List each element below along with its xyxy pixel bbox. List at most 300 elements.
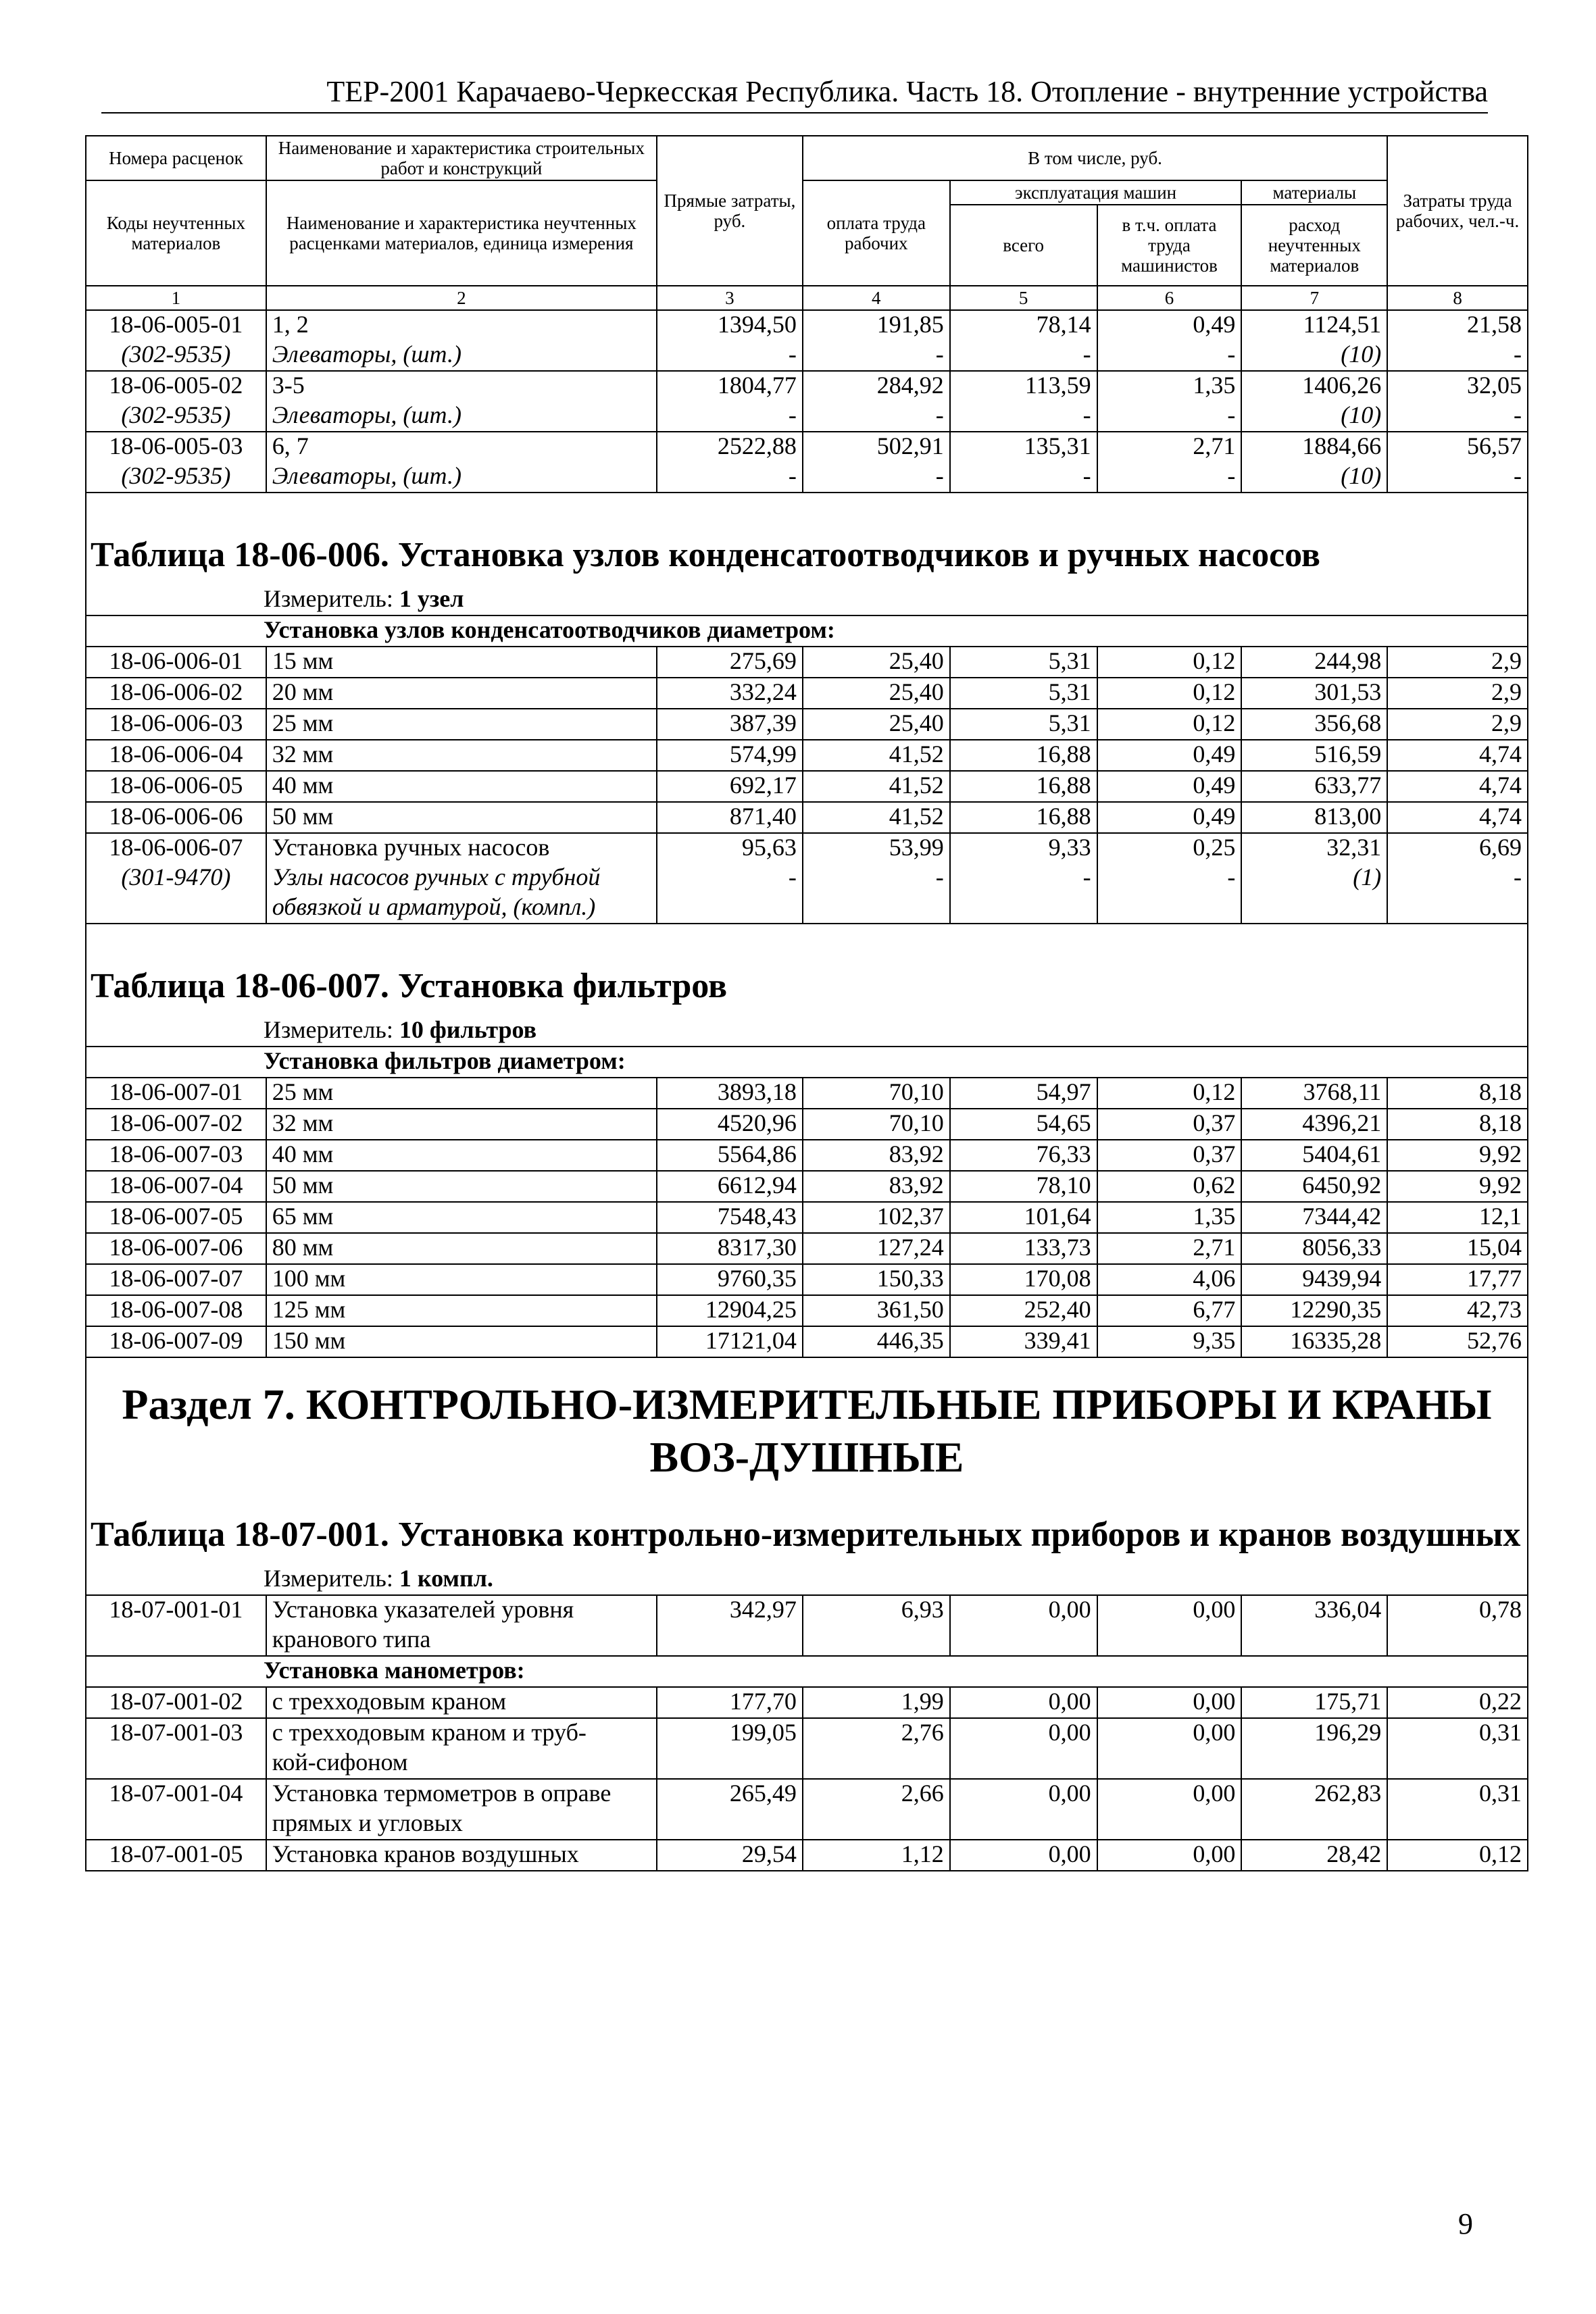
col-header-worker-pay: оплата труда рабочих <box>803 180 950 286</box>
rate-row <box>86 1233 1528 1264</box>
empty-cell <box>1387 893 1528 924</box>
machines-total-cell: 5,31 <box>950 678 1097 709</box>
operator-pay-cell: 0,49 <box>1097 771 1242 802</box>
labor-cell: - <box>1387 462 1528 493</box>
operator-pay-cell: 4,06 <box>1097 1264 1242 1295</box>
empty-cell <box>86 1626 266 1656</box>
rate-code: 18-06-005-01 <box>86 310 266 341</box>
rate-name: с трехходовым краном и труб- <box>266 1718 657 1749</box>
labor-cell: 12,1 <box>1387 1202 1528 1233</box>
direct-costs-cell: 5564,86 <box>657 1140 803 1171</box>
table-title-row <box>86 962 1528 1016</box>
direct-costs-cell: - <box>657 462 803 493</box>
rate-row <box>86 432 1528 462</box>
operator-pay-cell: 0,00 <box>1097 1687 1242 1718</box>
materials-cell: 1406,26 <box>1241 371 1387 401</box>
rate-name: 80 мм <box>266 1233 657 1264</box>
labor-cell: 0,78 <box>1387 1595 1528 1626</box>
empty-cell <box>1097 1809 1242 1840</box>
empty-cell <box>86 1749 266 1779</box>
materials-cell: 301,53 <box>1241 678 1387 709</box>
worker-pay-cell: 1,99 <box>803 1687 950 1718</box>
operator-pay-cell: 0,12 <box>1097 1078 1242 1109</box>
rate-name: Установка термометров в оправе <box>266 1779 657 1809</box>
empty-cell <box>950 1626 1097 1656</box>
rate-row <box>86 833 1528 863</box>
rate-row <box>86 771 1528 802</box>
worker-pay-cell: 53,99 <box>803 833 950 863</box>
rate-code: 18-07-001-02 <box>86 1687 266 1718</box>
table-head <box>86 136 1528 310</box>
direct-costs-cell: 871,40 <box>657 802 803 833</box>
rate-name: Установка ручных насосов <box>266 833 657 863</box>
rate-name: Установка кранов воздушных <box>266 1840 657 1871</box>
worker-pay-cell: 150,33 <box>803 1264 950 1295</box>
materials-cell: (1) <box>1241 863 1387 893</box>
table-title: Таблица 18-06-007. Установка фильтров <box>91 967 728 1005</box>
table-title-row <box>86 1511 1528 1565</box>
labor-cell: - <box>1387 401 1528 432</box>
materials-cell: 12290,35 <box>1241 1295 1387 1326</box>
labor-cell: 17,77 <box>1387 1264 1528 1295</box>
meter-cell <box>86 585 1528 615</box>
machines-total-cell: 0,00 <box>950 1687 1097 1718</box>
empty-cell <box>950 1809 1097 1840</box>
meter-row <box>86 585 1528 615</box>
worker-pay-cell: 25,40 <box>803 678 950 709</box>
col-number: 1 <box>86 286 266 310</box>
empty-cell <box>1387 1809 1528 1840</box>
rate-code: 18-06-007-02 <box>86 1109 266 1140</box>
worker-pay-cell: - <box>803 863 950 893</box>
page-number: 9 <box>1458 2207 1473 2240</box>
rate-code: 18-06-006-01 <box>86 647 266 678</box>
material-name: Элеваторы, (шт.) <box>266 401 657 432</box>
direct-costs-cell: 2522,88 <box>657 432 803 462</box>
rate-row <box>86 1595 1528 1626</box>
rate-name: кой-сифоном <box>266 1749 657 1779</box>
material-row <box>86 401 1528 432</box>
direct-costs-cell: 387,39 <box>657 709 803 740</box>
col-header-rate-number: Номера расценок <box>86 136 266 180</box>
worker-pay-cell: 83,92 <box>803 1171 950 1202</box>
meter-value: 1 узел <box>399 585 464 612</box>
rate-name: 1, 2 <box>266 310 657 341</box>
labor-cell: 4,74 <box>1387 802 1528 833</box>
empty-cell <box>803 1626 950 1656</box>
rate-code: 18-06-007-05 <box>86 1202 266 1233</box>
empty-cell <box>950 1749 1097 1779</box>
material-name: Элеваторы, (шт.) <box>266 341 657 371</box>
labor-cell: 9,92 <box>1387 1171 1528 1202</box>
rate-code: 18-06-007-07 <box>86 1264 266 1295</box>
rate-row <box>86 740 1528 771</box>
operator-pay-cell: 0,37 <box>1097 1109 1242 1140</box>
worker-pay-cell: 446,35 <box>803 1326 950 1357</box>
operator-pay-cell: - <box>1097 863 1242 893</box>
section-title: Раздел 7. КОНТРОЛЬНО-ИЗМЕРИТЕЛЬНЫЕ ПРИБОРЫ И КРАНЫ ВОЗ-ДУШНЫЕ <box>122 1380 1492 1481</box>
direct-costs-cell: 9760,35 <box>657 1264 803 1295</box>
rate-row-continuation <box>86 1809 1528 1840</box>
materials-cell: 516,59 <box>1241 740 1387 771</box>
materials-cell: 5404,61 <box>1241 1140 1387 1171</box>
rate-code: 18-06-006-06 <box>86 802 266 833</box>
operator-pay-cell: - <box>1097 341 1242 371</box>
labor-cell: 2,9 <box>1387 647 1528 678</box>
empty-cell <box>1387 1749 1528 1779</box>
machines-total-cell: 5,31 <box>950 647 1097 678</box>
subheader: Установка фильтров диаметром: <box>86 1047 1528 1078</box>
labor-cell: 2,9 <box>1387 709 1528 740</box>
operator-pay-cell: 1,35 <box>1097 371 1242 401</box>
meter-row <box>86 1565 1528 1595</box>
spacer <box>86 924 1528 962</box>
rate-code: 18-06-007-01 <box>86 1078 266 1109</box>
operator-pay-cell: 0,62 <box>1097 1171 1242 1202</box>
rate-row <box>86 1078 1528 1109</box>
rate-row <box>86 371 1528 401</box>
spacer-row <box>86 924 1528 962</box>
operator-pay-cell: 0,00 <box>1097 1840 1242 1871</box>
col-number: 6 <box>1097 286 1242 310</box>
machines-total-cell: - <box>950 401 1097 432</box>
meter-value: 1 компл. <box>399 1565 493 1592</box>
subheader-row <box>86 1656 1528 1687</box>
materials-cell: 244,98 <box>1241 647 1387 678</box>
rate-code: 18-06-006-02 <box>86 678 266 709</box>
rate-name: кранового типа <box>266 1626 657 1656</box>
empty-cell <box>86 893 266 924</box>
empty-cell <box>1097 1749 1242 1779</box>
machines-total-cell: 252,40 <box>950 1295 1097 1326</box>
col-number: 2 <box>266 286 657 310</box>
rate-name: 32 мм <box>266 1109 657 1140</box>
labor-cell: 4,74 <box>1387 771 1528 802</box>
rate-name: 125 мм <box>266 1295 657 1326</box>
empty-cell <box>1241 1749 1387 1779</box>
materials-cell: 356,68 <box>1241 709 1387 740</box>
machines-total-cell: 133,73 <box>950 1233 1097 1264</box>
rate-row <box>86 709 1528 740</box>
direct-costs-cell: 12904,25 <box>657 1295 803 1326</box>
subheader-row <box>86 615 1528 647</box>
labor-cell: 42,73 <box>1387 1295 1528 1326</box>
rate-row <box>86 1779 1528 1809</box>
operator-pay-cell: 0,00 <box>1097 1779 1242 1809</box>
labor-cell: 56,57 <box>1387 432 1528 462</box>
labor-cell: - <box>1387 863 1528 893</box>
materials-cell: 7344,42 <box>1241 1202 1387 1233</box>
worker-pay-cell: 502,91 <box>803 432 950 462</box>
rate-name: 25 мм <box>266 1078 657 1109</box>
meter-row <box>86 1016 1528 1047</box>
materials-cell: 262,83 <box>1241 1779 1387 1809</box>
worker-pay-cell: 83,92 <box>803 1140 950 1171</box>
machines-total-cell: 54,65 <box>950 1109 1097 1140</box>
worker-pay-cell: - <box>803 462 950 493</box>
empty-cell <box>1387 1626 1528 1656</box>
empty-cell <box>657 1626 803 1656</box>
machines-total-cell: 16,88 <box>950 771 1097 802</box>
col-header-including: В том числе, руб. <box>803 136 1387 180</box>
rate-row <box>86 1171 1528 1202</box>
rate-code: 18-06-006-03 <box>86 709 266 740</box>
direct-costs-cell: 177,70 <box>657 1687 803 1718</box>
col-header-direct-costs: Прямые затраты, руб. <box>657 136 803 286</box>
col-number: 7 <box>1241 286 1387 310</box>
labor-cell: 0,31 <box>1387 1779 1528 1809</box>
worker-pay-cell: 127,24 <box>803 1233 950 1264</box>
operator-pay-cell: 9,35 <box>1097 1326 1242 1357</box>
rate-name: Установка указателей уровня <box>266 1595 657 1626</box>
materials-cell: 8056,33 <box>1241 1233 1387 1264</box>
col-number: 3 <box>657 286 803 310</box>
labor-cell: 8,18 <box>1387 1078 1528 1109</box>
labor-cell: 8,18 <box>1387 1109 1528 1140</box>
worker-pay-cell: - <box>803 341 950 371</box>
col-number: 4 <box>803 286 950 310</box>
section-title-row <box>86 1357 1528 1511</box>
rate-code: 18-07-001-05 <box>86 1840 266 1871</box>
materials-cell: 175,71 <box>1241 1687 1387 1718</box>
rate-row-continuation <box>86 1626 1528 1656</box>
rate-code: 18-07-001-01 <box>86 1595 266 1626</box>
rate-name: 6, 7 <box>266 432 657 462</box>
materials-cell: (10) <box>1241 341 1387 371</box>
worker-pay-cell: 2,76 <box>803 1718 950 1749</box>
rate-name: 100 мм <box>266 1264 657 1295</box>
operator-pay-cell: 0,49 <box>1097 310 1242 341</box>
rate-row <box>86 802 1528 833</box>
materials-cell: 32,31 <box>1241 833 1387 863</box>
rate-code: 18-06-007-09 <box>86 1326 266 1357</box>
materials-cell: 813,00 <box>1241 802 1387 833</box>
material-name: Элеваторы, (шт.) <box>266 462 657 493</box>
meter-label: Измеритель: <box>264 1016 393 1043</box>
spacer <box>86 493 1528 531</box>
machines-total-cell: 0,00 <box>950 1718 1097 1749</box>
operator-pay-cell: 6,77 <box>1097 1295 1242 1326</box>
labor-cell: 0,31 <box>1387 1718 1528 1749</box>
operator-pay-cell: 2,71 <box>1097 1233 1242 1264</box>
meter-cell <box>86 1016 1528 1047</box>
direct-costs-cell: 7548,43 <box>657 1202 803 1233</box>
direct-costs-cell: 8317,30 <box>657 1233 803 1264</box>
operator-pay-cell: 0,00 <box>1097 1718 1242 1749</box>
rate-row-continuation <box>86 1749 1528 1779</box>
rate-code: 18-06-005-03 <box>86 432 266 462</box>
rate-row <box>86 1264 1528 1295</box>
materials-cell: 1124,51 <box>1241 310 1387 341</box>
operator-pay-cell: 0,12 <box>1097 678 1242 709</box>
col-header-operator-pay: в т.ч. оплата труда машинистов <box>1097 205 1242 286</box>
worker-pay-cell: 70,10 <box>803 1078 950 1109</box>
labor-cell: 9,92 <box>1387 1140 1528 1171</box>
rate-row <box>86 1202 1528 1233</box>
empty-cell <box>657 893 803 924</box>
labor-cell: 15,04 <box>1387 1233 1528 1264</box>
empty-cell <box>803 1749 950 1779</box>
subheader: Установка манометров: <box>86 1656 1528 1687</box>
direct-costs-cell: 265,49 <box>657 1779 803 1809</box>
materials-cell: 3768,11 <box>1241 1078 1387 1109</box>
rate-code: 18-06-007-04 <box>86 1171 266 1202</box>
rate-code: 18-06-007-06 <box>86 1233 266 1264</box>
empty-cell <box>657 1809 803 1840</box>
operator-pay-cell: 0,49 <box>1097 740 1242 771</box>
empty-cell <box>86 1809 266 1840</box>
materials-cell: 4396,21 <box>1241 1109 1387 1140</box>
table-body <box>86 310 1528 1871</box>
operator-pay-cell: 1,35 <box>1097 1202 1242 1233</box>
direct-costs-cell: 95,63 <box>657 833 803 863</box>
material-row <box>86 863 1528 893</box>
table-title: Таблица 18-07-001. Установка контрольно-измерительных приборов и кранов воздушных <box>91 1515 1521 1554</box>
subheader: Установка узлов конденсатоотводчиков диаметром: <box>86 615 1528 647</box>
labor-cell: 6,69 <box>1387 833 1528 863</box>
empty-cell <box>950 893 1097 924</box>
worker-pay-cell: 1,12 <box>803 1840 950 1871</box>
empty-cell <box>803 893 950 924</box>
rate-name: 50 мм <box>266 1171 657 1202</box>
rate-name: 40 мм <box>266 771 657 802</box>
rate-name: 15 мм <box>266 647 657 678</box>
worker-pay-cell: 25,40 <box>803 709 950 740</box>
empty-cell <box>1097 1626 1242 1656</box>
rate-row <box>86 647 1528 678</box>
rate-code: 18-06-007-03 <box>86 1140 266 1171</box>
empty-cell <box>1241 1809 1387 1840</box>
machines-total-cell: 170,08 <box>950 1264 1097 1295</box>
labor-cell: 21,58 <box>1387 310 1528 341</box>
empty-cell <box>657 1749 803 1779</box>
machines-total-cell: - <box>950 341 1097 371</box>
operator-pay-cell: - <box>1097 462 1242 493</box>
rate-code: 18-06-005-02 <box>86 371 266 401</box>
machines-total-cell: 78,14 <box>950 310 1097 341</box>
running-header: ТЕР-2001 Карачаево-Черкесская Республика. Часть 18. Отопление - внутренние устройства <box>101 73 1488 114</box>
empty-cell <box>803 1809 950 1840</box>
rate-row <box>86 1326 1528 1357</box>
direct-costs-cell: 1394,50 <box>657 310 803 341</box>
machines-total-cell: 339,41 <box>950 1326 1097 1357</box>
operator-pay-cell: 0,12 <box>1097 709 1242 740</box>
meter-label: Измеритель: <box>264 585 393 612</box>
rate-code: 18-07-001-03 <box>86 1718 266 1749</box>
material-code: (302-9535) <box>86 401 266 432</box>
worker-pay-cell: 41,52 <box>803 740 950 771</box>
direct-costs-cell: - <box>657 341 803 371</box>
rate-code: 18-06-006-07 <box>86 833 266 863</box>
operator-pay-cell: 0,25 <box>1097 833 1242 863</box>
worker-pay-cell: 361,50 <box>803 1295 950 1326</box>
materials-cell: 28,42 <box>1241 1840 1387 1871</box>
material-row <box>86 462 1528 493</box>
machines-total-cell: 5,31 <box>950 709 1097 740</box>
operator-pay-cell: 0,00 <box>1097 1595 1242 1626</box>
materials-cell: 633,77 <box>1241 771 1387 802</box>
worker-pay-cell: 70,10 <box>803 1109 950 1140</box>
col-header-work-name: Наименование и характеристика строительных работ и конструкций <box>266 136 657 180</box>
direct-costs-cell: 199,05 <box>657 1718 803 1749</box>
col-header-material-names: Наименование и характеристика неучтенных расценками материалов, единица измерения <box>266 180 657 286</box>
col-header-materials: материалы <box>1241 180 1387 205</box>
col-header-labor: Затраты труда рабочих, чел.-ч. <box>1387 136 1528 286</box>
labor-cell: - <box>1387 341 1528 371</box>
rate-name: 3-5 <box>266 371 657 401</box>
rate-name: 65 мм <box>266 1202 657 1233</box>
rate-name: 32 мм <box>266 740 657 771</box>
worker-pay-cell: 6,93 <box>803 1595 950 1626</box>
operator-pay-cell: 0,12 <box>1097 647 1242 678</box>
meter-value: 10 фильтров <box>399 1016 537 1043</box>
col-header-machines-total: всего <box>950 205 1097 286</box>
machines-total-cell: 135,31 <box>950 432 1097 462</box>
direct-costs-cell: 29,54 <box>657 1840 803 1871</box>
direct-costs-cell: 574,99 <box>657 740 803 771</box>
materials-cell: (10) <box>1241 401 1387 432</box>
worker-pay-cell: 191,85 <box>803 310 950 341</box>
col-header-machines: эксплуатация машин <box>950 180 1242 205</box>
labor-cell: 0,22 <box>1387 1687 1528 1718</box>
rate-code: 18-06-007-08 <box>86 1295 266 1326</box>
rate-code: 18-07-001-04 <box>86 1779 266 1809</box>
worker-pay-cell: 41,52 <box>803 771 950 802</box>
machines-total-cell: 101,64 <box>950 1202 1097 1233</box>
rate-row <box>86 310 1528 341</box>
meter-cell <box>86 1565 1528 1595</box>
rate-name: 50 мм <box>266 802 657 833</box>
labor-cell: 2,9 <box>1387 678 1528 709</box>
machines-total-cell: 113,59 <box>950 371 1097 401</box>
empty-cell <box>1241 893 1387 924</box>
rate-code: 18-06-006-04 <box>86 740 266 771</box>
rate-name: 25 мм <box>266 709 657 740</box>
direct-costs-cell: 275,69 <box>657 647 803 678</box>
direct-costs-cell: 17121,04 <box>657 1326 803 1357</box>
machines-total-cell: 0,00 <box>950 1595 1097 1626</box>
rate-row <box>86 1295 1528 1326</box>
direct-costs-cell: 1804,77 <box>657 371 803 401</box>
meter-label: Измеритель: <box>264 1565 393 1592</box>
direct-costs-cell: 342,97 <box>657 1595 803 1626</box>
material-name: Узлы насосов ручных с трубной <box>266 863 657 893</box>
empty-cell <box>1241 1626 1387 1656</box>
rate-row <box>86 1840 1528 1871</box>
machines-total-cell: 78,10 <box>950 1171 1097 1202</box>
material-code: (301-9470) <box>86 863 266 893</box>
col-header-material-codes: Коды неучтенных материалов <box>86 180 266 286</box>
operator-pay-cell: 0,37 <box>1097 1140 1242 1171</box>
material-row <box>86 341 1528 371</box>
machines-total-cell: 54,97 <box>950 1078 1097 1109</box>
labor-cell: 0,12 <box>1387 1840 1528 1871</box>
operator-pay-cell: 0,49 <box>1097 802 1242 833</box>
rate-name: 40 мм <box>266 1140 657 1171</box>
col-header-material-use: расход неучтенных материалов <box>1241 205 1387 286</box>
labor-cell: 4,74 <box>1387 740 1528 771</box>
machines-total-cell: 16,88 <box>950 802 1097 833</box>
rate-row <box>86 1140 1528 1171</box>
col-number: 5 <box>950 286 1097 310</box>
rate-name: 150 мм <box>266 1326 657 1357</box>
labor-cell: 52,76 <box>1387 1326 1528 1357</box>
materials-cell: 9439,94 <box>1241 1264 1387 1295</box>
machines-total-cell: 9,33 <box>950 833 1097 863</box>
machines-total-cell: 16,88 <box>950 740 1097 771</box>
materials-cell: (10) <box>1241 462 1387 493</box>
direct-costs-cell: 692,17 <box>657 771 803 802</box>
